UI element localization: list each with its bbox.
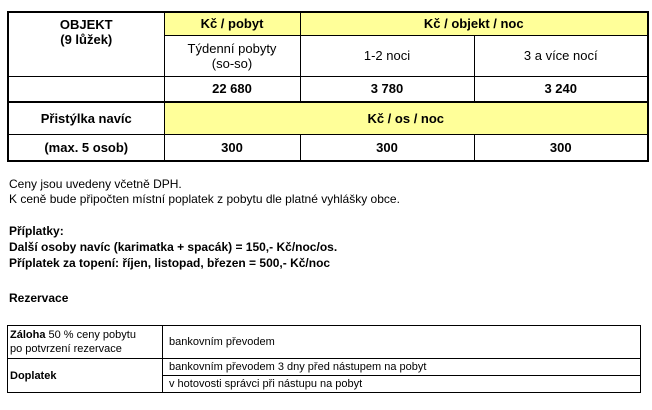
note-mistni-poplatek: K ceně bude připočten místní poplatek z pobytu dle platné vyhlášky obce. (9, 192, 400, 206)
doplatek-option-hotovost: v hotovosti správci při nástupu na pobyt (163, 376, 641, 393)
subheader-1-2-noci: 1-2 noci (300, 35, 474, 76)
doplatek-label: Doplatek (8, 359, 163, 393)
objekt-title: OBJEKT (59, 17, 113, 32)
pristylka-header: Kč / os / noc (164, 102, 648, 134)
doplatek-option-bankovni: bankovním převodem 3 dny před nástupem na pobyt (163, 359, 641, 376)
zaloha-cell (8, 326, 163, 359)
header-kc-pobyt: Kč / pobyt (164, 12, 300, 35)
price-3-plus-noci: 3 240 (474, 76, 648, 102)
pristylka-label: Přistýlka navíc (8, 102, 164, 134)
rezervace-table (7, 325, 641, 393)
priplatky-topeni: Příplatek za topení: říjen, listopad, březen = 500,- Kč/noc (9, 256, 331, 270)
pristylka-value-1-2: 300 (300, 134, 474, 161)
price-table (7, 11, 649, 162)
zaloha-detail-line1: 50 % ceny pobytu (45, 329, 136, 341)
subheader-3-plus-noci: 3 a více nocí (474, 35, 648, 76)
objekt-capacity: (9 lůžek) (60, 32, 113, 47)
rezervace-title: Rezervace (9, 291, 69, 305)
pristylka-value-tydenni: 300 (164, 134, 300, 161)
priplatky-dalsi-osoby: Další osoby navíc (karimatka + spacák) = 150,- Kč/noc/os. (9, 240, 338, 254)
subheader-tydenni-line1: Týdenní pobyty (187, 40, 277, 56)
pristylka-value-3-plus: 300 (474, 134, 648, 161)
objekt-cell (8, 12, 164, 76)
zaloha-payment-method: bankovním převodem (163, 326, 641, 359)
zaloha-detail-line2: po potvrzení rezervace (10, 343, 122, 355)
objekt-blank-cell (8, 76, 164, 102)
price-1-2-noci: 3 780 (300, 76, 474, 102)
note-dph: Ceny jsou uvedeny včetně DPH. (9, 177, 182, 191)
pristylka-max-osob: (max. 5 osob) (8, 134, 164, 161)
header-kc-objekt-noc: Kč / objekt / noc (300, 12, 648, 35)
priplatky-title: Příplatky: (9, 224, 64, 238)
price-tydenni: 22 680 (164, 76, 300, 102)
subheader-tydenni-line2: (so-so) (211, 55, 253, 71)
subheader-tydenni (164, 35, 300, 76)
zaloha-label: Záloha (10, 329, 46, 341)
